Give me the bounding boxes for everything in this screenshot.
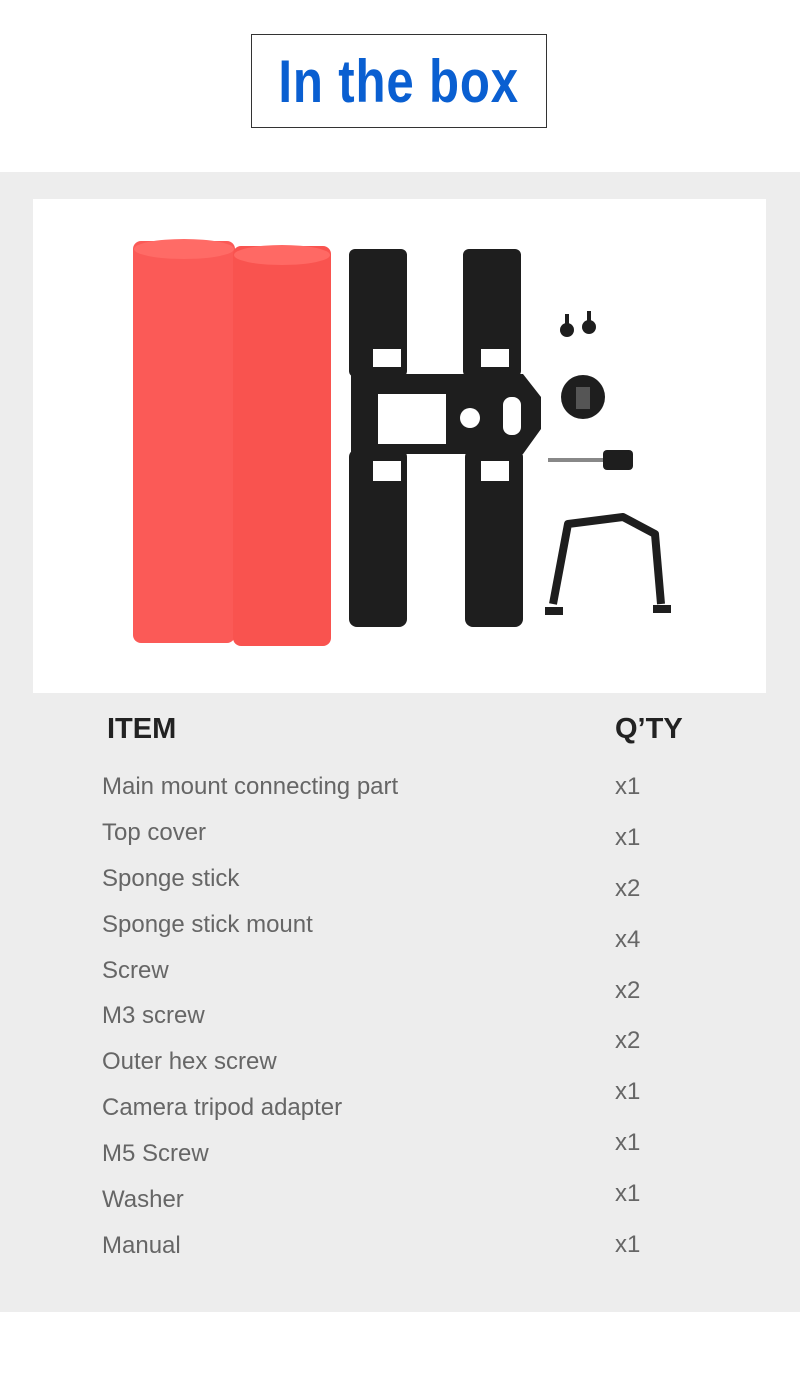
item-qty: x1 [615,824,641,851]
item-name: M5 Screw [102,1140,209,1167]
page-title: In the box [278,47,520,115]
qty-column-header: Q’TY [615,713,683,745]
item-column-header: ITEM [107,713,177,745]
item-name: Sponge stick [102,865,240,892]
item-name: Outer hex screw [102,1048,277,1075]
hex-screw-image [548,450,633,470]
item-qty: x1 [615,1231,641,1258]
item-name: Washer [102,1186,184,1213]
item-qty: x2 [615,977,641,1004]
top-cover-image [545,517,671,611]
item-name: M3 screw [102,1002,205,1029]
item-qty: x1 [615,1180,641,1207]
product-photo [33,199,766,693]
sponge-stick-image [233,245,331,646]
item-name: Screw [102,957,169,984]
title-box [251,34,547,128]
item-name: Sponge stick mount [102,911,313,938]
item-name: Main mount connecting part [102,773,399,800]
screw-image [560,311,596,337]
sponge-stick-image [133,239,235,643]
product-parts-illustration [33,199,766,693]
item-qty: x4 [615,926,641,953]
tripod-adapter-image [561,375,605,419]
item-qty: x1 [615,773,641,800]
item-name: Manual [102,1232,181,1259]
item-qty: x1 [615,1129,641,1156]
item-name: Top cover [102,819,207,846]
item-name: Camera tripod adapter [102,1094,343,1121]
item-qty: x2 [615,875,641,902]
item-qty: x2 [615,1027,641,1054]
item-qty: x1 [615,1078,641,1105]
main-mount-image [349,249,541,627]
